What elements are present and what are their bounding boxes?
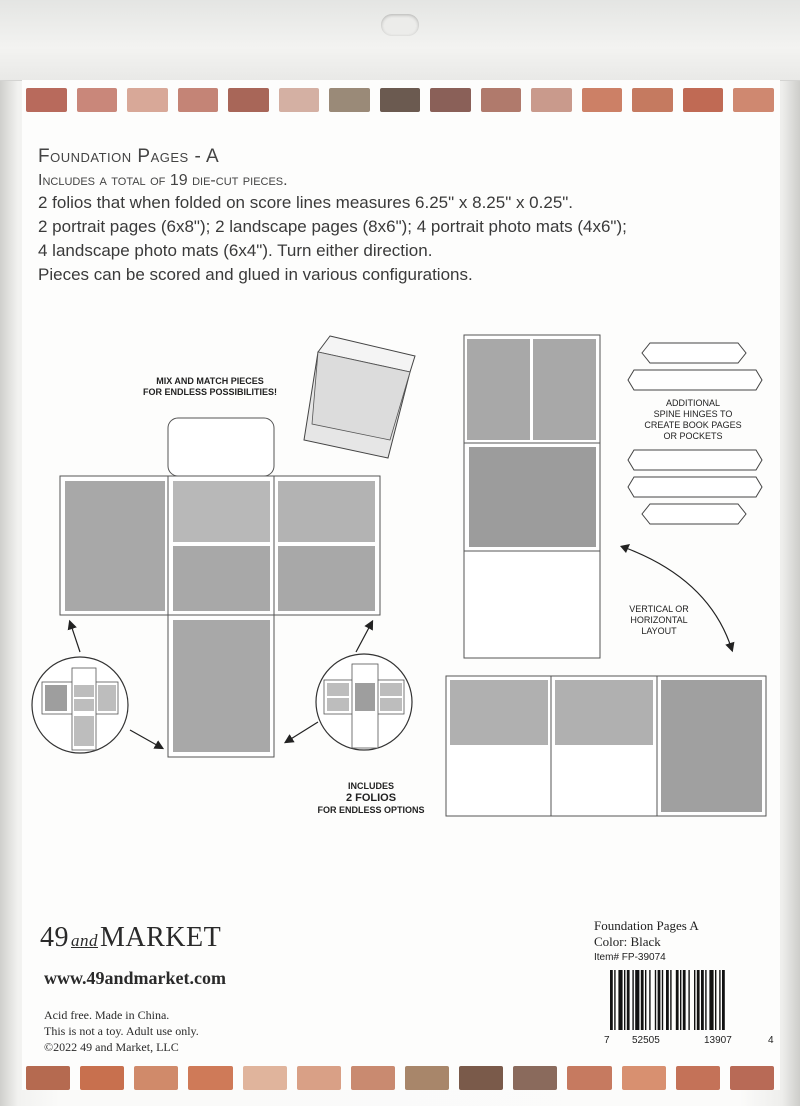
barcode-bar	[694, 970, 695, 1030]
barcode-bar	[719, 970, 720, 1030]
barcode-bar	[627, 970, 630, 1030]
vertical-layout-diagram	[464, 335, 600, 658]
barcode	[608, 970, 768, 1032]
piece-count: Includes a total of 19 die-cut pieces.	[38, 172, 288, 189]
barcode-bar	[641, 970, 644, 1030]
barcode-digit-first: 7	[604, 1035, 610, 1046]
mix-label-line-1: MIX AND MATCH PIECES	[156, 376, 264, 386]
mix-match-label	[130, 376, 290, 398]
barcode-bar	[666, 970, 669, 1030]
barcode-bar	[705, 970, 706, 1030]
horizontal-layout-diagram	[446, 676, 766, 816]
product-title: Foundation Pages - A	[38, 146, 220, 167]
product-name: Foundation Pages A	[594, 918, 699, 933]
barcode-bar	[715, 970, 716, 1030]
barcode-bar	[680, 970, 681, 1030]
barcode-bar	[649, 970, 650, 1030]
barcode-bar	[701, 970, 704, 1030]
note-not-toy: This is not a toy. Adult use only.	[44, 1024, 199, 1038]
barcode-bar	[662, 970, 663, 1030]
layout-label-line-3: LAYOUT	[641, 626, 677, 636]
barcode-bar	[709, 970, 713, 1030]
layout-label-line-2: HORIZONTAL	[630, 615, 688, 625]
description-line-4: Pieces can be scored and glued in various configurations.	[38, 265, 473, 284]
barcode-bar	[624, 970, 625, 1030]
note-acid-free: Acid free. Made in China.	[44, 1008, 170, 1022]
barcode-bar	[610, 970, 613, 1030]
brand-logo-and: and	[71, 931, 98, 950]
barcode-bar	[614, 970, 615, 1030]
product-color: Color: Black	[594, 934, 661, 949]
mix-label-line-2: FOR ENDLESS POSSIBILITIES!	[142, 387, 277, 397]
barcode-bar	[676, 970, 679, 1030]
barcode-digit-last: 4	[768, 1035, 774, 1046]
barcode-bar	[655, 970, 656, 1030]
brand-logo-49: 49	[40, 922, 69, 953]
folio-label-line-2: 2 FOLIOS	[345, 792, 397, 804]
barcode-bar	[658, 970, 661, 1030]
barcode-bar	[645, 970, 646, 1030]
folio-label-line-3: FOR ENDLESS OPTIONS	[317, 805, 425, 815]
barcode-bar	[697, 970, 700, 1030]
folded-folio-icon	[304, 336, 415, 458]
folio-label-line-1: INCLUDES	[347, 781, 394, 791]
layout-label	[604, 604, 714, 637]
barcode-bar	[618, 970, 622, 1030]
description-line-3: 4 landscape photo mats (6x4"). Turn either direction.	[38, 241, 433, 260]
inset-circle-right	[316, 654, 412, 750]
spine-hinges-label	[618, 398, 768, 442]
folios-label	[296, 781, 446, 816]
brand-logo	[40, 922, 221, 954]
inset-circle-left	[32, 657, 128, 753]
brand-url: www.49andmarket.com	[44, 968, 226, 988]
layout-label-line-1: VERTICAL OR	[629, 604, 689, 614]
barcode-bar	[688, 970, 689, 1030]
hinge-label-line-1: ADDITIONAL	[665, 398, 720, 408]
brand-logo-market: MARKET	[100, 922, 222, 953]
barcode-bar	[683, 970, 686, 1030]
barcode-bar	[722, 970, 725, 1030]
note-copyright: ©2022 49 and Market, LLC	[44, 1040, 179, 1054]
description-line-2: 2 portrait pages (6x8"); 2 landscape pages (8x6"); 4 portrait photo mats (4x6");	[38, 217, 627, 236]
hinge-label-line-4: OR POCKETS	[663, 431, 723, 441]
product-item-number: Item# FP-39074	[594, 952, 666, 963]
hinge-label-line-2: SPINE HINGES TO	[653, 409, 733, 419]
description-line-1: 2 folios that when folded on score lines measures 6.25" x 8.25" x 0.25".	[38, 193, 574, 212]
barcode-bar	[670, 970, 671, 1030]
barcode-bar	[632, 970, 633, 1030]
barcode-digits-left: 52505	[632, 1035, 660, 1046]
barcode-bar	[635, 970, 639, 1030]
hinge-label-line-3: CREATE BOOK PAGES	[644, 420, 742, 430]
barcode-digits-right: 13907	[704, 1035, 732, 1046]
